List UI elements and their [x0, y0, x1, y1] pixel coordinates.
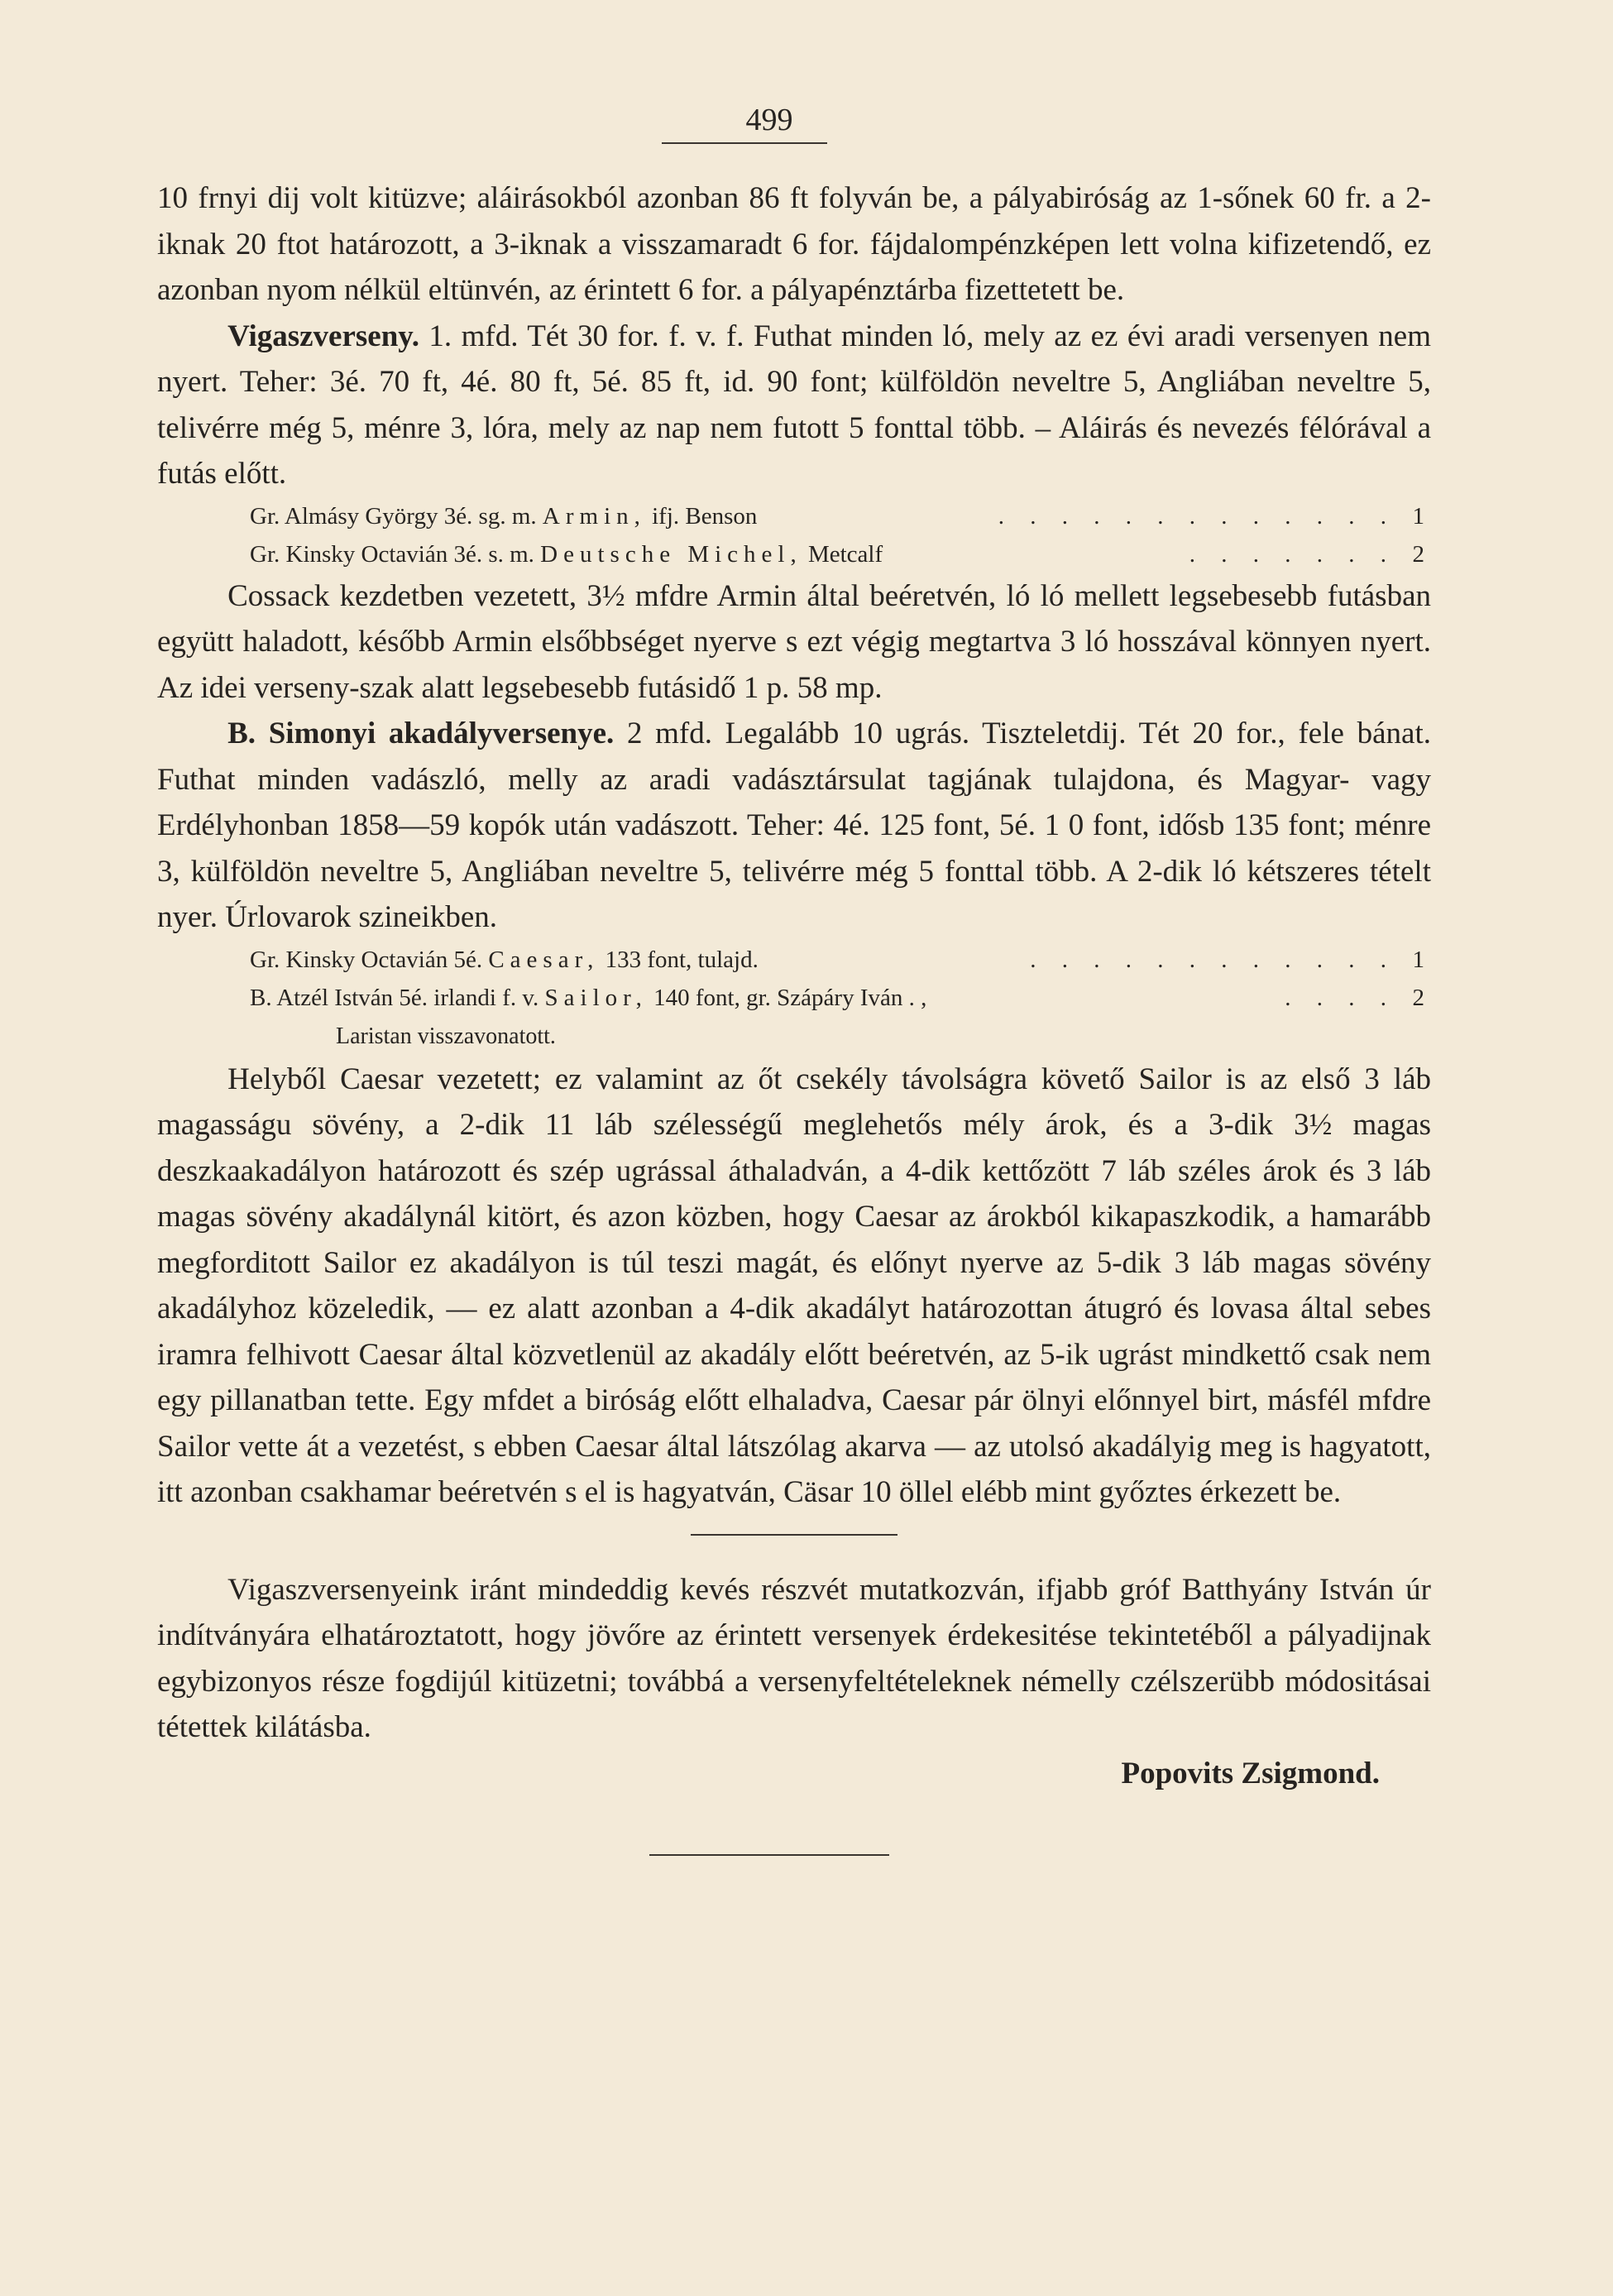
withdrawal-note: Laristan visszavonatott.: [336, 1023, 556, 1049]
end-rule: [649, 1854, 889, 1856]
page-number-rule: [662, 142, 827, 144]
author-signature: Popovits Zsigmond.: [1121, 1756, 1380, 1790]
entry-owner: B. Atzél István 5é. irlandi f. v.: [250, 984, 539, 1011]
entry-leader-dots: . . . . . . . . . . . .: [1030, 946, 1396, 973]
entry-owner: Gr. Kinsky Octavián 5é.: [250, 946, 483, 973]
paragraph-closing: Vigaszversenyeink iránt mindeddig kevés részvét mutatkozván, ifjabb gróf Batthyány István úr indítványára elhatároztatott, hogy jövőre az érintett versenyek érdekesitése tekintetéből a pályadijnak egybizonyos része fogdijúl kitüzetni; továbbá a versenyfeltételeknek némelly czélszerübb módositásai tétettek kilátásba.: [157, 1572, 1431, 1744]
entry-rider: Metcalf: [807, 540, 883, 568]
paragraph-race2-report: Helyből Caesar vezetett; ez valamint az őt csekély távolságra követő Sailor is az első 3 láb magasságu sövény, a 2-dik 11 láb szélességű meglehetős mély árok, és a 3-dik 3½ magas deszkaakadályon határozott és szép ugrással áthaladván, a 4-dik kettőzött 7 láb széles árok és 3 láb magas sövény akadálynál kitört, és azon közben, hogy Caesar az árokból kikapaszkodik, a hamarább megforditott Sailor ez akadályon is túl teszi magát, és előnyt nyerve az 5-dik 3 láb magas sövény akadályhoz közeledik, — ez alatt azonban a 4-dik akadályt határozottan átugró és lovasa által sebes iramra felhivott Caesar által közvetlenül az akadály előtt beéretvén, az 5-ik ugrást mindkettő csak nem egy pillanatban tette. Egy mfdet a biróság előtt elhaladva, Caesar pár ölnyi előnnyel birt, másfél mfdre Sailor vette át a vezetést, s ebben Caesar által látszólag akarva — az utolsó akadályig meg is hagyatott, itt azonban csakhamar beéretvén s el is hagyatván, Cäsar 10 öllel elébb mint győztes érkezett be.: [157, 1062, 1431, 1509]
entry-place: 2: [1412, 984, 1424, 1011]
page-content: [157, 99, 1431, 1856]
page-number: 499: [745, 103, 793, 137]
section-divider: [691, 1534, 897, 1536]
paragraph-simonyi-akadalyverseny: [157, 711, 1431, 941]
entry-row: [157, 497, 1431, 535]
paragraph-race1-report: Cossack kezdetben vezetett, 3½ mfdre Armin által beéretvén, ló ló mellett legsebesebb futásban együtt haladott, később Armin elsőbbséget nyerve s ezt végig megtartva 3 ló hosszával könnyen nyert. Az idei verseny-szak alatt legsebesebb futásidő 1 p. 58 mp.: [157, 578, 1431, 705]
entry-rider: ifj. Benson: [652, 502, 758, 530]
race-conditions-vigaszverseny: 1. mfd. Tét 30 for. f. v. f. Futhat minden ló, mely az ez évi aradi versenyen nem nyert. Teher: 3é. 70 ft, 4é. 80 ft, 5é. 85 ft, id. 90 font; külföldön neveltre 5, Angliában neveltre 5, telivérre még 5, ménre 3, lóra, mely az nap nem futott 5 fonttal több. – Aláirás és nevezés félórával a futás előtt.: [157, 319, 1431, 491]
entry-place: 1: [1412, 502, 1424, 530]
race-conditions-simonyi: 2 mfd. Legalább 10 ugrás. Tiszteletdij. Tét 20 for., fele bánat. Futhat minden vadászló, melly az aradi vadásztársulat tagjának tulajdona, és Magyar- vagy Erdélyhonban 1858—59 kopók után vadászott. Teher: 4é. 125 font, 5é. 1 0 font, idősb 135 font; ménre 3, külföldön neveltre 5, Angliában neveltre 5, telivérre még 5 fonttal több. A 2-dik ló kétszeres tételt nyer. Úrlovarok szineikben.: [157, 717, 1431, 934]
entry-leader-dots: . . . .: [1285, 984, 1396, 1011]
paragraph-prize-money: 10 frnyi dij volt kitüzve; aláirásokból azonban 86 ft folyván be, a pályabiróság az 1-sőnek 60 fr. a 2-iknak 20 ftot határozott, a 3-iknak a visszamaradt 6 for. fájdalompénzképen lett volna kifizetendő, ez azonban nyom nélkül eltünvén, az érintett 6 for. a pályapénztárba fizettetett be.: [157, 181, 1431, 307]
entry-row: [157, 941, 1431, 979]
entry-place: 2: [1412, 540, 1424, 568]
entry-rider: 133 font, tulajd.: [605, 946, 759, 973]
entry-row: [157, 979, 1431, 1017]
entry-row: [157, 535, 1431, 573]
entry-horse: Armin,: [542, 502, 646, 530]
entry-rider: 140 font, gr. Szápáry Iván . ,: [653, 984, 927, 1011]
entry-horse: Deutsche Michel,: [540, 540, 802, 568]
paragraph-vigaszverseny: [157, 314, 1431, 497]
entry-place: 1: [1412, 946, 1424, 973]
race-title-vigaszverseny: Vigaszverseny.: [227, 319, 419, 353]
entry-leader-dots: . . . . . . .: [1189, 540, 1396, 568]
entry-owner: Gr. Almásy György 3é. sg. m.: [250, 502, 537, 530]
race-title-simonyi: B. Simonyi akadályversenye.: [227, 717, 615, 750]
entry-leader-dots: . . . . . . . . . . . . .: [998, 502, 1396, 530]
entry-horse: Sailor,: [544, 984, 648, 1011]
entry-horse: Caesar,: [488, 946, 600, 973]
entry-owner: Gr. Kinsky Octavián 3é. s. m.: [250, 540, 534, 568]
